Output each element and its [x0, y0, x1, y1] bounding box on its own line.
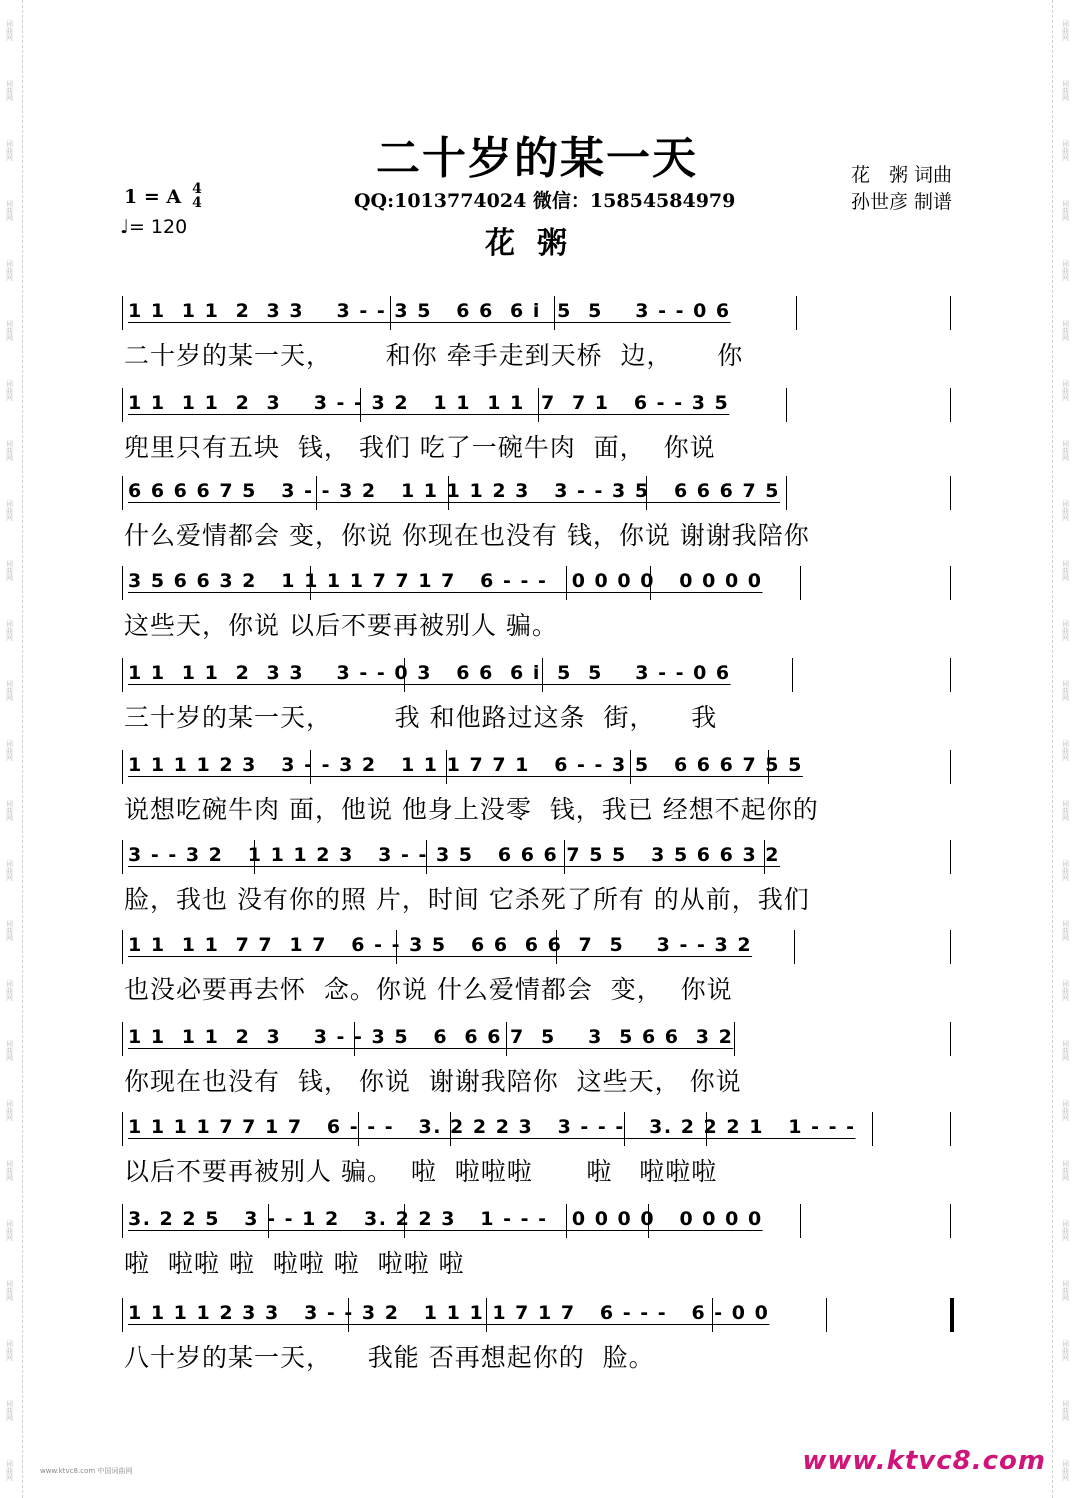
- score-system: [122, 388, 954, 468]
- watermark-text: 词曲网: [5, 919, 14, 941]
- jianpu-notes: 3. 2 2 5 3 - - 1 2 3. 2 2 3 1 - - - 0 0 0 0 0 0 0 0: [128, 1208, 763, 1230]
- lyric-line: 这些天，你说 以后不要再被别人 骗。: [124, 611, 558, 640]
- watermark-text: 词曲网: [1061, 1039, 1070, 1061]
- watermark-text: 词曲网: [1061, 919, 1070, 941]
- watermark-text: 词曲网: [5, 679, 14, 701]
- watermark-text: 词曲网: [1061, 1279, 1070, 1301]
- jianpu-notes: 1 1 1 1 2 3 3 3 - - 3 2 1 1 1 1 7 1 7 6 - - - 6 - 0 0: [128, 1302, 770, 1324]
- watermark-text: 词曲网: [5, 199, 14, 221]
- lyric-line: 二十岁的某一天， 和你 牵手走到天桥 边， 你: [124, 341, 744, 370]
- watermark-text: 词曲网: [5, 1459, 14, 1481]
- watermark-text: 词曲网: [5, 739, 14, 761]
- jianpu-notes: 1 1 1 1 7 7 1 7 6 - - 3 5 6 6 6 6 7 5 3 - - 3 2: [128, 934, 753, 956]
- watermark-text: 词曲网: [5, 1339, 14, 1361]
- barline: [950, 388, 951, 422]
- barline: [122, 476, 123, 510]
- time-signature-top: 4: [192, 181, 202, 197]
- score-system: [122, 750, 954, 830]
- watermark-text: 词曲网: [5, 859, 14, 881]
- barline: [122, 566, 123, 600]
- arranger-credit: 孙世彦 制谱: [850, 191, 952, 213]
- watermark-text: 词曲网: [1061, 1099, 1070, 1121]
- jianpu-notes: 3 - - 3 2 1 1 1 2 3 3 - - 3 5 6 6 6 7 5 5 3 5 6 6 3 2: [128, 844, 781, 866]
- lyric-line: 脸，我也 没有你的照 片，时间 它杀死了所有 的从前，我们: [124, 885, 810, 914]
- watermark-text: 词曲网: [5, 619, 14, 641]
- barline: [122, 1112, 123, 1146]
- barline: [950, 566, 951, 600]
- watermark-text: 词曲网: [1061, 739, 1070, 761]
- jianpu-notes: 3 5 6 6 3 2 1 1 1 1 7 7 1 7 6 - - - 0 0 0 0 0 0 0 0: [128, 570, 763, 592]
- barline: [950, 930, 951, 964]
- barline: [950, 1112, 951, 1146]
- lyric-line: 三十岁的某一天， 我 和他路过这条 街， 我: [124, 703, 718, 732]
- barline: [122, 296, 123, 330]
- score-system: [122, 658, 954, 738]
- jianpu-notes: 1 1 1 1 2 3 3 - - 3 2 1 1 1 1 7 7 1 6 - - 3 5: [128, 392, 730, 414]
- key-signature: 1 = A: [124, 186, 182, 208]
- jianpu-notes: 1 1 1 1 2 3 3 - - 3 5 6 6 6 7 5 3 5 6 6 3 2: [128, 1026, 734, 1048]
- watermark-text: 词曲网: [1061, 139, 1070, 161]
- watermark-text: 词曲网: [5, 979, 14, 1001]
- lyric-line: 兜里只有五块 钱， 我们 吃了一碗牛肉 面， 你说: [124, 433, 716, 462]
- time-signature: [189, 182, 205, 210]
- lyric-line: 你现在也没有 钱， 你说 谢谢我陪你 这些天， 你说: [124, 1067, 742, 1096]
- barline: [122, 840, 123, 874]
- watermark-text: 词曲网: [5, 79, 14, 101]
- score-system: [122, 1204, 954, 1284]
- score-system: [122, 930, 954, 1010]
- barline: [122, 930, 123, 964]
- jianpu-notes: 1 1 1 1 2 3 3 3 - - 0 3 6 6 6 i 5 5 3 - - 0 6: [128, 662, 731, 684]
- watermark-text: 词曲网: [5, 559, 14, 581]
- footer-small-text: www.ktvc8.com 中国词曲网: [40, 1467, 133, 1475]
- watermark-text: 词曲网: [1061, 559, 1070, 581]
- score-system: [122, 296, 954, 376]
- barline: [950, 750, 951, 784]
- watermark-text: 词曲网: [1061, 1219, 1070, 1241]
- lyric-line: 也没必要再去怀 念。你说 什么爱情都会 变， 你说: [124, 975, 733, 1004]
- site-logo-text: www.ktvc8.com: [802, 1446, 1046, 1476]
- song-title: 二十岁的某一天: [376, 133, 698, 184]
- watermark-text: 词曲网: [1061, 1399, 1070, 1421]
- barline: [122, 1298, 123, 1332]
- watermark-text: 词曲网: [1061, 619, 1070, 641]
- barline: [950, 840, 951, 874]
- barline: [950, 296, 951, 330]
- watermark-text: 词曲网: [1061, 439, 1070, 461]
- watermark-text: 词曲网: [1061, 1159, 1070, 1181]
- watermark-text: 词曲网: [5, 19, 14, 41]
- watermark-text: 词曲网: [1061, 979, 1070, 1001]
- watermark-text: 词曲网: [5, 1279, 14, 1301]
- lyric-line: 啦 啦啦 啦 啦啦 啦 啦啦 啦: [124, 1249, 465, 1278]
- score-system: [122, 1022, 954, 1102]
- contact-info: QQ:1013774024 微信：15854584979: [354, 190, 736, 212]
- barline: [122, 658, 123, 692]
- watermark-text: 词曲网: [1061, 1339, 1070, 1361]
- score-system: [122, 566, 954, 646]
- singer-name: 花粥: [485, 226, 589, 261]
- watermark-text: 词曲网: [5, 1099, 14, 1121]
- watermark-text: 词曲网: [1061, 379, 1070, 401]
- watermark-text: 词曲网: [1061, 79, 1070, 101]
- watermark-text: 词曲网: [1061, 259, 1070, 281]
- watermark-text: 词曲网: [1061, 499, 1070, 521]
- watermark-text: 词曲网: [1061, 679, 1070, 701]
- barline: [122, 388, 123, 422]
- watermark-text: 词曲网: [1061, 799, 1070, 821]
- barline: [950, 1204, 951, 1238]
- jianpu-notes: 1 1 1 1 2 3 3 3 - - 3 5 6 6 6 i 5 5 3 - - 0 6: [128, 300, 731, 322]
- score-system: [122, 840, 954, 920]
- lyric-line: 说想吃碗牛肉 面，他说 他身上没零 钱，我已 经想不起你的: [124, 795, 819, 824]
- watermark-text: 词曲网: [5, 1159, 14, 1181]
- watermark-text: 词曲网: [5, 139, 14, 161]
- score-system: [122, 1298, 954, 1378]
- watermark-text: 词曲网: [5, 1039, 14, 1061]
- final-barline: [950, 1298, 954, 1332]
- watermark-text: 词曲网: [5, 259, 14, 281]
- watermark-text: 词曲网: [1061, 319, 1070, 341]
- lyric-line: 八十岁的某一天， 我能 否再想起你的 脸。: [124, 1343, 655, 1372]
- barline: [950, 1022, 951, 1056]
- barline: [122, 750, 123, 784]
- watermark-text: 词曲网: [5, 499, 14, 521]
- watermark-text: 词曲网: [1061, 1459, 1070, 1481]
- watermark-text: 词曲网: [1061, 19, 1070, 41]
- watermark-text: 词曲网: [1061, 199, 1070, 221]
- watermark-text: 词曲网: [5, 439, 14, 461]
- watermark-text: 词曲网: [5, 1399, 14, 1421]
- watermark-text: 词曲网: [5, 1219, 14, 1241]
- barline: [950, 658, 951, 692]
- watermark-text: 词曲网: [1061, 859, 1070, 881]
- tempo-marking: ♩= 120: [120, 216, 188, 238]
- time-signature-bottom: 4: [192, 195, 202, 211]
- lyric-line: 以后不要再被别人 骗。 啦 啦啦啦 啦 啦啦啦: [124, 1157, 718, 1186]
- watermark-text: 词曲网: [5, 799, 14, 821]
- jianpu-notes: 6 6 6 6 7 5 3 - - 3 2 1 1 1 1 2 3 3 - - 3 5 6 6 6 7 5: [128, 480, 781, 502]
- barline: [950, 476, 951, 510]
- lyric-line: 什么爱情都会 变，你说 你现在也没有 钱，你说 谢谢我陪你: [124, 521, 810, 550]
- score-system: [122, 1112, 954, 1192]
- lyrics-composer-credit: 花 粥 词曲: [850, 164, 952, 186]
- jianpu-notes: 1 1 1 1 2 3 3 - - 3 2 1 1 1 7 7 1 6 - - 3 5 6 6 6 7 5 5: [128, 754, 803, 776]
- barline: [122, 1204, 123, 1238]
- jianpu-notes: 1 1 1 1 7 7 1 7 6 - - - 3. 2 2 2 3 3 - - - 3. 2 2 2 1 1 - - -: [128, 1116, 856, 1138]
- barline: [122, 1022, 123, 1056]
- watermark-text: 词曲网: [5, 379, 14, 401]
- score-system: [122, 476, 954, 556]
- watermark-text: 词曲网: [5, 319, 14, 341]
